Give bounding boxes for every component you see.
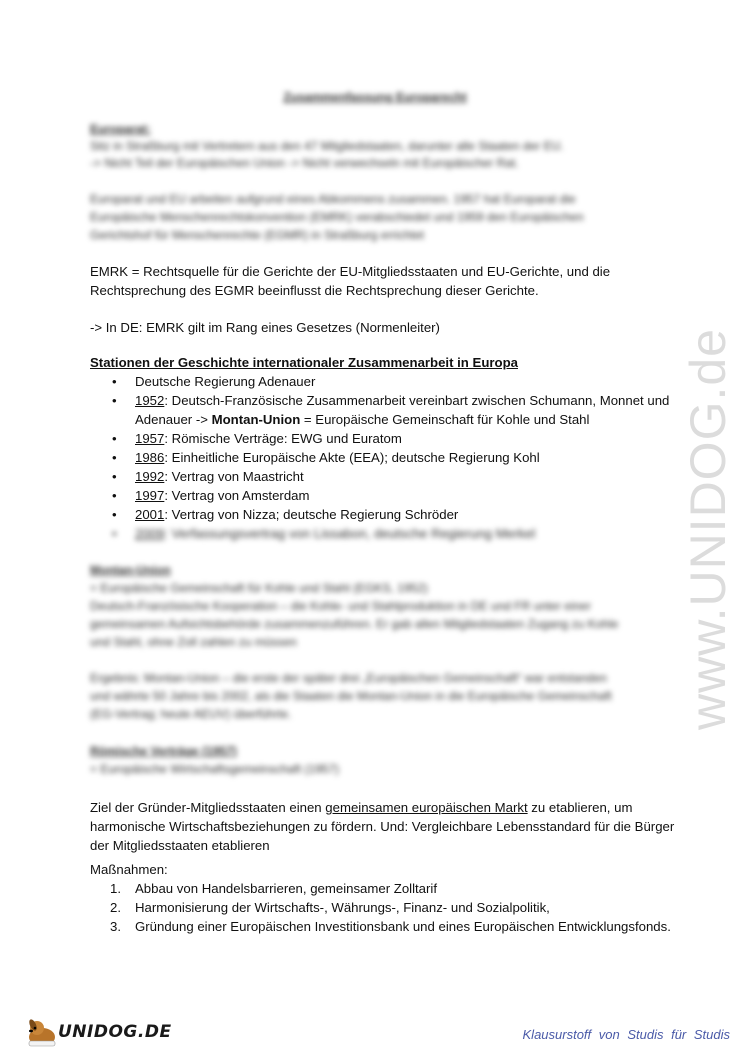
ziel-line-2: harmonische Wirtschaftsbeziehungen zu fördern. Und: Vergleichbare Lebensstandard für die Bürger [90,819,675,834]
bullet-icon: • [112,393,117,408]
europarat-line-2: -> Nicht Teil der Europäischen Union -> Nicht verwechseln mit Europäischer Rat. [90,156,519,170]
agreement-line-1: Europarat und EU arbeiten aufgrund eines Abkommens zusammen. 1957 hat Europarat die [90,192,576,206]
de-emrk-line: -> In DE: EMRK gilt im Rang eines Gesetzes (Normenleiter) [90,320,440,335]
list-item-year: 1952 [135,393,165,408]
list-item [90,448,690,467]
ziel-text: Ziel der Gründer-Mitgliedsstaaten einen [90,800,326,815]
list-item-text: = Europäische Gemeinschaft für Kohle und Stahl [300,412,590,427]
emrk-line-2: Rechtsprechung des EGMR beeinflusst die Rechtsprechung dieser Gerichte. [90,283,539,298]
list-item-text: Deutsche Regierung Adenauer [135,374,316,389]
montan-line-1: = Europäische Gemeinschaft für Kohle und Stahl (EGKS, 1952) [90,581,428,595]
agreement-line-3: Gerichtshof für Menschenrechte (EGMR) in Straßburg errichtet [90,228,425,242]
list-item [90,486,690,505]
watermark-text: www.UNIDOG.de [680,328,736,730]
list-item-year: 1992 [135,469,165,484]
bullet-icon: • [112,374,117,389]
list-item-bold: Montan-Union [211,412,301,427]
logo-text: UNIDOG.DE [58,1022,172,1042]
list-item-text: : Vertrag von Maastricht [164,469,304,484]
montan-line-2: Deutsch-Französische Kooperation – die Kohle- und Stahlproduktion in DE und FR unter einer [90,599,591,613]
stations-list [90,372,690,543]
roemische-heading: Römische Verträge (1957) [90,744,237,758]
europarat-line-1: Sitz in Straßburg mit Vertretern aus den 47 Mitgliedstaaten, darunter alle Staaten der EU. [90,139,564,153]
list-item [90,391,690,429]
montan-line-4: und Stahl, ohne Zoll zahlen zu müssen [90,635,297,649]
list-item-text: : Einheitliche Europäische Akte (EEA); deutsche Regierung Kohl [164,450,540,465]
list-item-year: 2001 [135,507,165,522]
list-item [90,505,690,524]
bullet-icon: • [112,450,117,465]
roemische-line-1: = Europäische Wirtschaftsgemeinschaft (1957) [90,762,340,776]
list-item-text: Harmonisierung der Wirtschafts-, Währungs-, Finanz- und Sozialpolitik, [135,900,550,915]
ziel-text: zu etablieren, um [527,800,633,815]
list-number: 3. [110,919,121,934]
bullet-icon: • [112,431,117,446]
measures-list [90,879,710,936]
list-item-text: Gründung einer Europäischen Investitionsbank und eines Europäischen Entwicklungsfonds. [135,919,671,934]
stations-heading: Stationen der Geschichte internationaler Zusammenarbeit in Europa [90,355,518,370]
footer-tagline: Klausurstoff von Studis für Studis [522,1027,730,1042]
list-number: 2. [110,900,121,915]
market-link[interactable]: gemeinsamen europäischen Markt [325,800,528,815]
dog-icon [28,1018,55,1046]
emrk-line-1: EMRK = Rechtsquelle für die Gerichte der EU-Mitgliedsstaaten und EU-Gerichte, und die [90,264,611,279]
massnahmen-heading: Maßnahmen: [90,862,168,877]
bullet-icon: • [112,488,117,503]
watermark [663,285,750,735]
ergebnis-line-2: und währte 50 Jahre bis 2002, als die Staaten die Montan-Union in die Europäische Gemeinschaft [90,689,612,703]
list-item-year: 1997 [135,488,165,503]
ergebnis-line-1: Ergebnis: Montan-Union – die erste der später drei „Europäischen Gemeinschaft“ war entstanden [90,671,607,685]
list-item-year: 2009 [135,526,165,541]
list-item-year: 1957 [135,431,165,446]
list-item [90,879,710,898]
list-item [90,467,690,486]
ziel-line-3: der Mitgliedsstaaten etablieren [90,838,270,853]
bullet-icon: • [112,526,117,541]
list-item-year: 1986 [135,450,165,465]
agreement-line-2: Europäische Menschenrechtskonvention (EMRK) verabschiedet und 1959 den Europäischen [90,210,584,224]
list-item [90,524,690,543]
list-item-text: : Römische Verträge: EWG und Euratom [164,431,402,446]
ziel-line-1 [90,798,632,817]
list-item-text: : Vertrag von Amsterdam [164,488,310,503]
list-item [90,917,710,936]
document-title: Zusammenfassung Europarecht [283,90,467,104]
list-item [90,372,690,391]
bullet-icon: • [112,469,117,484]
list-item-text: Adenauer -> [135,412,212,427]
list-item-text: : Vertrag von Nizza; deutsche Regierung Schröder [164,507,459,522]
list-item [90,429,690,448]
list-item-text: : Verfassungsvertrag von Lissabon, deutsche Regierung Merkel [164,526,536,541]
europarat-heading: Europarat: [90,122,151,136]
list-item-text: : Deutsch-Französische Zusammenarbeit vereinbart zwischen Schumann, Monnet und [164,393,670,408]
list-number: 1. [110,881,121,896]
ergebnis-line-3: (EG-Vertrag; heute AEUV) überführte. [90,707,292,721]
montan-heading: Montan-Union [90,563,171,577]
list-item [90,898,710,917]
bullet-icon: • [112,507,117,522]
list-item-text: Abbau von Handelsbarrieren, gemeinsamer Zolltarif [135,881,437,896]
montan-line-3: gemeinsamen Aufsichtsbehörde zusammenzuführen. Er gab allen Mitgliedstaaten Zugang zu Kohle [90,617,619,631]
